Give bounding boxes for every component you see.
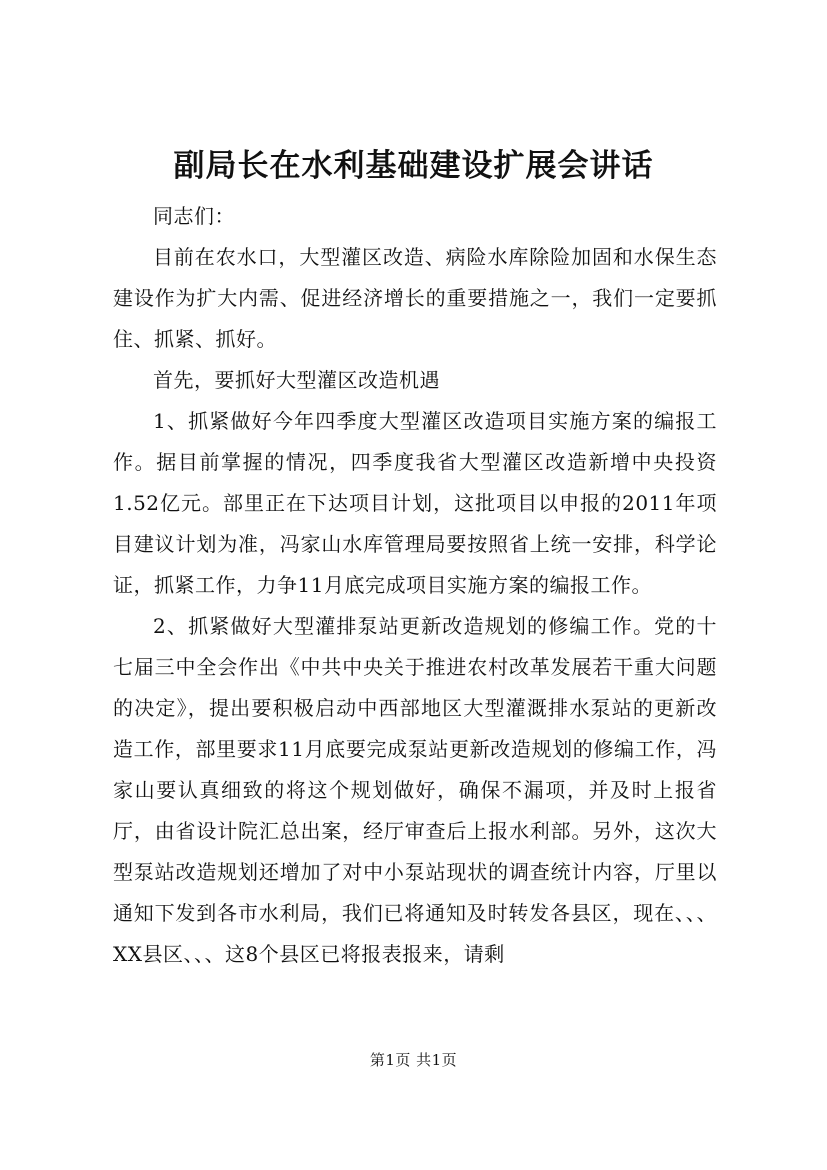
section-heading-paragraph: 首先，要抓好大型灌区改造机遇 [153,368,440,392]
salutation-paragraph: 同志们： [153,204,235,228]
document-body [113,196,717,975]
page-number-label: 第1页 共1页 [369,1051,458,1069]
intro-paragraph: 目前在农水口，大型灌区改造、病险水库除险加固和水保生态建设作为扩大内需、促进经济增长的重要措施之一，我们一定要抓住、抓紧、抓好。 [113,245,717,351]
item-2-paragraph: 2、抓紧做好大型灌排泵站更新改造规划的修编工作。党的十七届三中全会作出《中共中央关于推进农村改革发展若干重大问题的决定》，提出要积极启动中西部地区大型灌溉排水泵站的更新改造工作，部里要求11月底要完成泵站更新改造规划的修编工作，冯家山要认真细致的将这个规划做好，确保不漏项，并及时上报省厅，由省设计院汇总出案，经厅审查后上报水利部。另外，这次大型泵站改造规划还增加了对中小泵站现状的调查统计内容，厅里以通知下发到各市水利局，我们已将通知及时转发各县区，现在、、、XX县区、、、这8个县区已将报表报来，请剩 [113,614,717,966]
item-1-paragraph: 1、抓紧做好今年四季度大型灌区改造项目实施方案的编报工作。据目前掌握的情况，四季度我省大型灌区改造新增中央投资1.52亿元。部里正在下达项目计划，这批项目以申报的2011年项目建议计划为准，冯家山水库管理局要按照省上统一安排，科学论证，抓紧工作，力争11月底完成项目实施方案的编报工作。 [113,409,717,597]
document-title: 副局长在水利基础建设扩展会讲话 [173,148,654,184]
page-footer [0,1050,827,1070]
